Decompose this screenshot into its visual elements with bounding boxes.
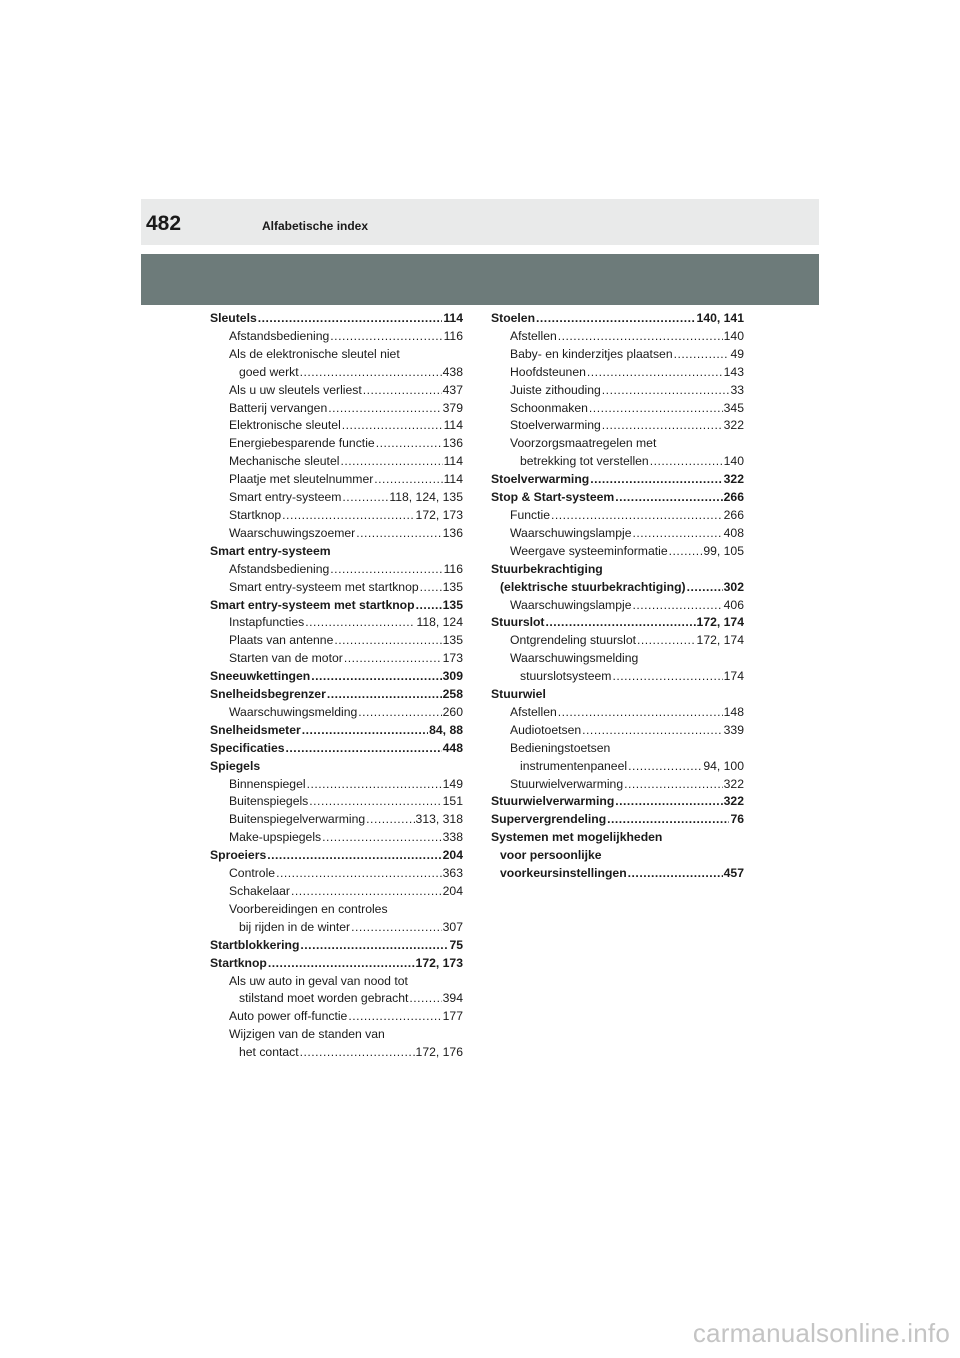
watermark: carmanualsonline.info [692,1318,950,1348]
page-reference: 338 [442,830,463,845]
dot-leader [305,614,415,632]
entry-term: Stoelverwarming [491,472,590,487]
section-title: Alfabetische index [262,219,369,233]
entry-term: Baby- en kinderzitjes plaatsen [510,346,673,361]
entry-term: stilstand moet worden gebracht [239,991,409,1006]
page-reference: 394 [442,991,463,1006]
index-subentry [210,829,463,847]
index-entry [491,579,744,597]
page-reference: 408 [723,525,744,540]
dot-leader [322,829,442,847]
index-subentry [210,704,463,722]
entry-term: Hoofdsteunen [510,364,586,379]
entry-term: Bedieningstoetsen [510,740,611,755]
entry-term: Plaatje met sleutelnummer [229,472,374,487]
page-reference: 322 [723,776,744,791]
page-reference: 379 [442,400,463,415]
entry-term: Batterij vervangen [229,400,328,415]
index-subentry [210,1008,463,1026]
dot-leader [307,776,442,794]
index-subentry [210,650,463,668]
index-subentry [210,328,463,346]
entry-term: Als de elektronische sleutel niet [229,346,400,361]
entry-term: Plaats van antenne [229,633,334,648]
index-entry [210,686,463,704]
dot-leader [374,471,442,489]
index-subentry [210,632,463,650]
index-subentry [210,561,463,579]
index-entry [210,758,463,776]
entry-term: Voorzorgsmaatregelen met [510,436,657,451]
entry-term: Als uw auto in geval van nood tot [229,973,408,988]
page-reference: 307 [442,919,463,934]
dot-leader [342,489,388,507]
entry-term: Smart entry-systeem met startknop [210,597,415,612]
dot-leader [363,382,442,400]
index-entry [210,847,463,865]
page-reference: 438 [442,364,463,379]
page-reference: 140 [723,328,744,343]
entry-term: Waarschuwingszoemer [229,525,356,540]
index-entry [210,597,463,615]
index-subentry [210,811,463,829]
page-reference: 140, 141 [696,311,744,325]
entry-term: het contact [239,1045,299,1060]
entry-term: Waarschuwingsmelding [229,704,358,719]
index-subentry [210,793,463,811]
entry-term: Afstandsbediening [229,561,330,576]
index-subentry [491,507,744,525]
dot-leader [300,1044,415,1062]
entry-term: Energiebesparende functie [229,436,375,451]
dot-leader [587,364,723,382]
index-entry [210,543,463,561]
page-reference: 322 [723,472,744,487]
index-subentry [491,543,744,561]
index-subentry [491,776,744,794]
page-reference: 33 [730,382,744,397]
index-subentry [491,632,744,650]
page-reference: 457 [723,866,744,881]
page-reference: 172, 173 [415,507,463,522]
entry-term: Stuurwielverwarming [491,794,615,809]
index-subentry [491,525,744,543]
entry-term: Schakelaar [229,884,290,898]
entry-term: Startknop [229,507,282,522]
dot-leader [607,811,729,829]
index-subentry [210,919,463,937]
index-subentry [210,990,463,1008]
page-reference: 172, 173 [415,955,463,970]
index-entry [210,740,463,758]
entry-term: Mechanische sleutel [229,454,340,469]
index-entry [210,937,463,955]
page-reference: 94, 100 [703,758,744,773]
index-subentry [491,328,744,346]
page-reference: 118, 124 [416,615,463,630]
entry-term: voor persoonlijke [500,848,602,863]
entry-term: Waarschuwingslampje [510,525,632,540]
page-reference: 172, 174 [696,633,744,648]
entry-term: Waarschuwingslampje [510,597,632,612]
page-reference: 114 [443,418,463,433]
page-reference: 322 [723,794,744,809]
entry-term: Sneeuwkettingen [210,669,311,684]
dot-leader [637,632,696,650]
dot-leader [650,453,723,471]
index-subentry [210,883,463,901]
index-column-left [210,310,463,1062]
index-subentry [210,400,463,418]
page-reference: 84, 88 [429,722,463,737]
dot-leader [687,579,723,597]
page-reference: 363 [442,866,463,881]
index-subentry [491,453,744,471]
index-subentry [210,382,463,400]
dot-leader [309,793,441,811]
dot-leader [291,883,442,901]
page-reference: 136 [442,525,463,540]
index-subentry [210,579,463,597]
dot-leader [330,328,442,346]
index-subentry [210,346,463,364]
dot-leader [536,310,696,328]
page-reference: 118, 124, 135 [389,490,463,505]
entry-term: Ontgrendeling stuurslot [510,633,637,648]
page-reference: 258 [442,687,463,702]
entry-term: Spiegels [210,758,261,773]
entry-term: Waarschuwingsmelding [510,651,639,666]
dot-leader [590,471,722,489]
entry-term: Smart entry-systeem met startknop [229,579,419,594]
entry-term: Stop & Start-systeem [491,490,615,505]
entry-term: Make-upspiegels [229,830,322,845]
dot-leader [612,668,722,686]
page-reference: 76 [730,812,744,827]
entry-term: Sleutels [210,311,257,325]
entry-term: Auto power off-functie [229,1009,348,1024]
entry-term: bij rijden in de winter [239,919,351,934]
page-reference: 174 [723,669,744,684]
dot-leader [632,525,722,543]
entry-term: betrekking tot verstellen [520,454,649,469]
index-entry [491,471,744,489]
dot-leader [409,990,441,1008]
dot-leader [582,722,723,740]
page-reference: 136 [442,436,463,451]
index-entry [491,561,744,579]
index-subentry [491,400,744,418]
dot-leader [632,597,722,615]
page-reference: 114 [443,311,463,325]
dot-leader [356,525,441,543]
dot-leader [366,811,414,829]
page-reference: 204 [442,884,463,898]
index-entry [210,722,463,740]
dot-leader [344,650,442,668]
dot-leader [258,310,443,328]
dot-leader [300,937,448,955]
page-reference: 151 [442,794,463,809]
entry-term: Functie [510,507,550,522]
index-subentry [491,668,744,686]
index-subentry [210,901,463,919]
index-subentry [210,973,463,991]
entry-term: Instapfuncties [229,615,305,630]
dot-leader [340,453,442,471]
index-subentry [210,776,463,794]
dot-leader [276,865,442,883]
page-reference: 322 [723,418,744,433]
page-reference: 177 [442,1009,463,1024]
index-entry [491,829,744,847]
page-reference: 114 [443,472,463,487]
index-subentry [210,507,463,525]
page-reference: 313, 318 [415,812,463,827]
page-reference: 49 [730,346,744,361]
entry-term: Afstellen [510,328,557,343]
dot-leader [376,435,442,453]
entry-term: Elektronische sleutel [229,418,341,433]
index-entry [210,310,463,328]
dot-leader [628,758,702,776]
page-reference: 149 [442,776,463,791]
index-entry [210,955,463,973]
index-subentry [210,489,463,507]
dot-leader [558,704,723,722]
dot-leader [334,632,441,650]
page-reference: 204 [442,848,463,863]
dot-leader [558,328,723,346]
dot-leader [624,776,723,794]
entry-term: Snelheidsmeter [210,722,301,737]
dot-leader [268,955,415,973]
page-reference: 143 [723,364,744,379]
header-band [141,254,819,305]
page-reference: 135 [442,597,463,612]
index-subentry [210,614,463,632]
page-reference: 302 [723,579,744,594]
index-entry [491,811,744,829]
entry-term: Snelheidsbegrenzer [210,687,326,702]
dot-leader [311,668,441,686]
index-subentry [210,453,463,471]
index-subentry [491,650,744,668]
index-entry [210,668,463,686]
index-subentry [491,417,744,435]
dot-leader [416,597,442,615]
dot-leader [327,686,442,704]
entry-term: Buitenspiegels [229,794,309,809]
entry-term: Sproeiers [210,848,267,863]
index-entry [491,686,744,704]
entry-term: Starten van de motor [229,651,343,666]
page-reference: 114 [443,454,463,469]
dot-leader [351,919,442,937]
entry-term: Controle [229,866,276,881]
entry-term: Stuurbekrachtiging [491,561,603,576]
page-reference: 75 [449,937,463,952]
page-reference: 339 [723,722,744,737]
index-entry [491,865,744,883]
page-number: 482 [146,212,182,235]
dot-leader [420,579,442,597]
entry-term: Als u uw sleutels verliest [229,382,362,397]
index-subentry [210,435,463,453]
entry-term: Systemen met mogelijkheden [491,830,663,845]
index-subentry [491,758,744,776]
index-subentry [491,740,744,758]
dot-leader [551,507,723,525]
page-reference: 437 [442,382,463,397]
entry-term: Startknop [210,955,267,970]
entry-term: Stuurslot [491,615,545,630]
dot-leader [615,489,722,507]
dot-leader [286,740,442,758]
entry-term: Voorbereidingen en controles [229,901,388,916]
index-subentry [491,722,744,740]
index-entry [491,847,744,865]
page-reference: 135 [442,633,463,648]
index-subentry [491,364,744,382]
page-reference: 135 [442,579,463,594]
page-reference: 148 [723,704,744,719]
entry-term: Afstellen [510,704,557,719]
page-reference: 406 [723,597,744,612]
dot-leader [300,364,442,382]
page-reference: 173 [442,651,463,666]
dot-leader [330,561,442,579]
entry-term: Specificaties [210,740,285,755]
entry-term: goed werkt [239,364,299,379]
dot-leader [589,400,723,418]
page-reference: 266 [723,490,744,505]
entry-term: Smart entry-systeem [229,490,342,505]
entry-term: Audiotoetsen [510,722,582,737]
dot-leader [342,417,443,435]
index-column-right [491,310,744,883]
page-reference: 448 [442,740,463,755]
index-subentry [210,1026,463,1044]
entry-term: Stuurwiel [491,687,546,702]
dot-leader [602,382,730,400]
page-reference: 116 [443,561,463,576]
entry-term: Wijzigen van de standen van [229,1027,385,1042]
dot-leader [546,614,696,632]
entry-term: Juiste zithouding [510,382,601,397]
index-subentry [210,865,463,883]
entry-term: Startblokkering [210,937,300,952]
entry-term: Binnenspiegel [229,776,306,791]
index-subentry [210,417,463,435]
entry-term: Stoelen [491,311,536,325]
entry-term: instrumentenpaneel [520,758,628,773]
page-reference: 140 [723,454,744,469]
entry-term: Afstandsbediening [229,328,330,343]
page-reference: 99, 105 [703,543,744,558]
dot-leader [302,722,428,740]
page-reference: 266 [723,507,744,522]
dot-leader [602,417,723,435]
entry-term: Smart entry-systeem [210,543,331,558]
entry-term: Buitenspiegelverwarming [229,812,366,827]
entry-term: Stuurwielverwarming [510,776,624,791]
index-subentry [491,346,744,364]
dot-leader [615,793,722,811]
dot-leader [358,704,441,722]
entry-term: (elektrische stuurbekrachtiging) [500,579,686,594]
entry-term: Schoonmaken [510,400,588,415]
index-entry [491,310,744,328]
dot-leader [674,346,730,364]
index-entry [491,489,744,507]
index-subentry [491,435,744,453]
entry-term: voorkeursinstellingen [500,866,627,881]
page-reference: 172, 174 [696,615,744,630]
index-subentry [210,364,463,382]
page-reference: 172, 176 [415,1045,463,1060]
dot-leader [348,1008,441,1026]
index-entry [491,793,744,811]
index-subentry [210,525,463,543]
dot-leader [628,865,723,883]
dot-leader [328,400,441,418]
dot-leader [669,543,703,561]
index-subentry [210,471,463,489]
dot-leader [282,507,414,525]
entry-term: stuurslotsysteem [520,669,612,684]
entry-term: Weergave systeeminformatie [510,543,668,558]
index-subentry [210,1044,463,1062]
page-reference: 260 [442,704,463,719]
dot-leader [267,847,441,865]
page-reference: 309 [442,669,463,684]
page-reference: 116 [443,328,463,343]
index-subentry [491,382,744,400]
index-entry [491,614,744,632]
index-subentry [491,597,744,615]
index-subentry [491,704,744,722]
page-reference: 345 [723,400,744,415]
entry-term: Supervergrendeling [491,812,607,827]
entry-term: Stoelverwarming [510,418,601,433]
header-bar [141,199,819,245]
